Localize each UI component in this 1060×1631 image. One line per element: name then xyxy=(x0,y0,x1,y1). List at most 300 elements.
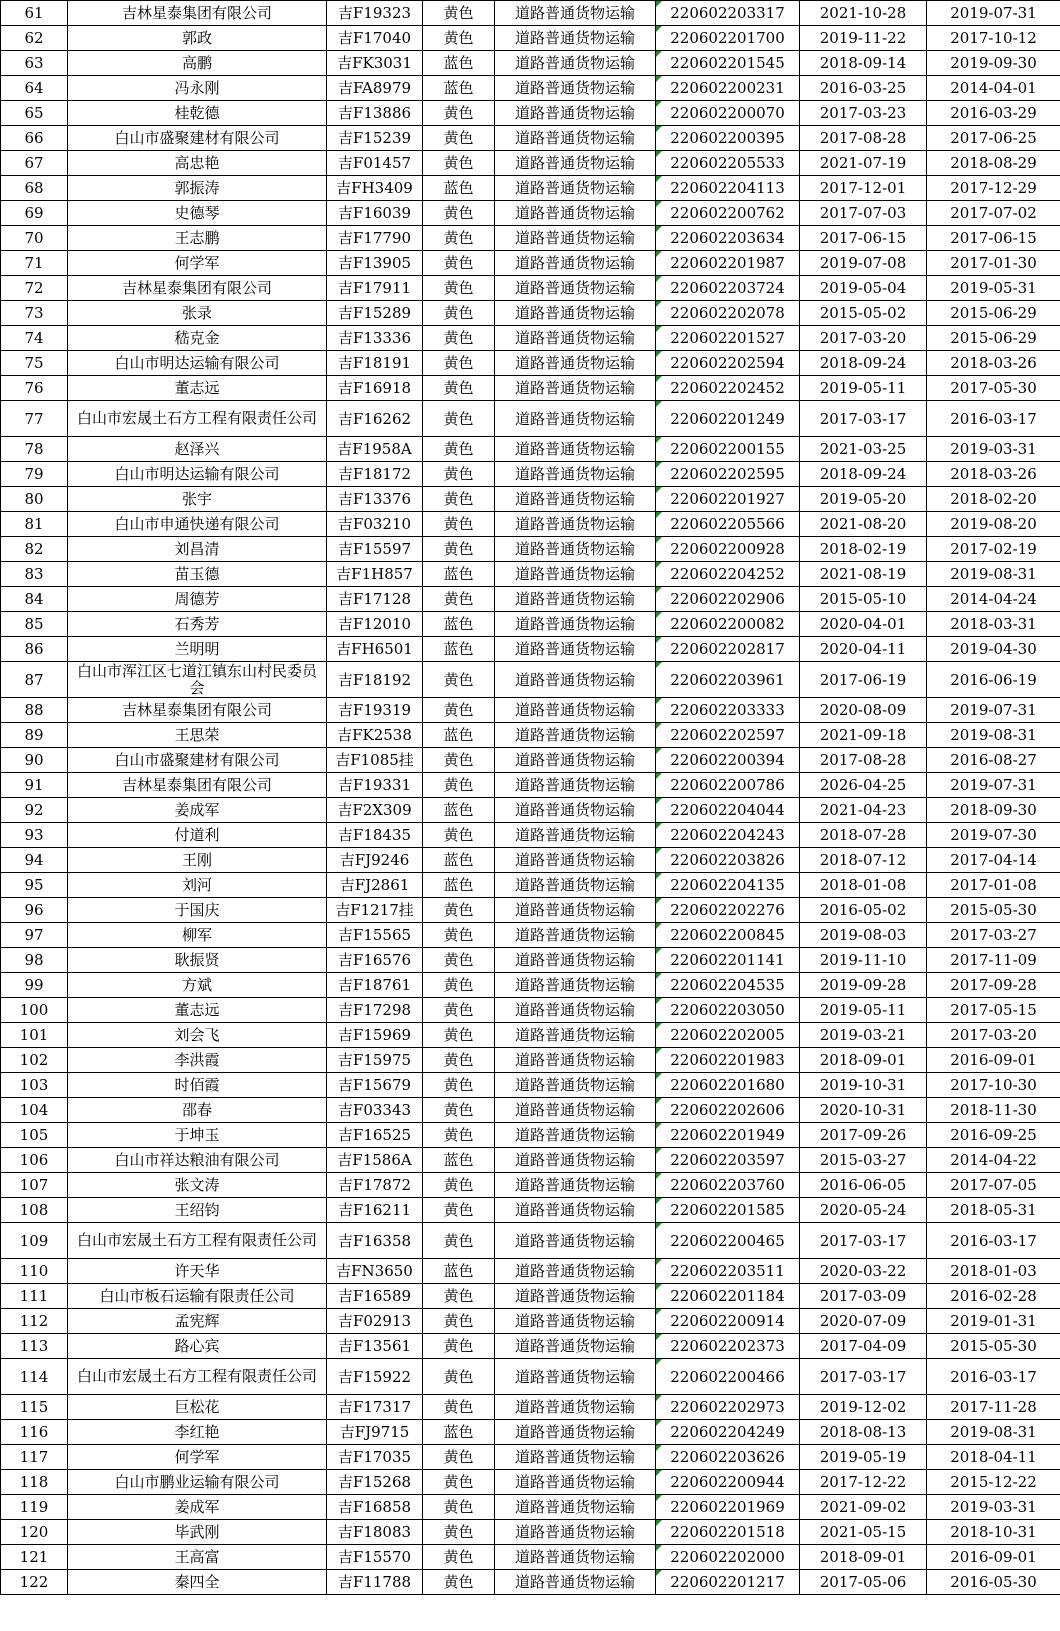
plate-number-cell: 吉F15570 xyxy=(327,1545,423,1570)
expiry-date-cell: 2018-07-12 xyxy=(800,848,927,873)
owner-cell: 王高富 xyxy=(68,1545,327,1570)
permit-number-cell: 220602203760 xyxy=(656,1173,800,1198)
table-row xyxy=(1,1259,1060,1284)
plate-color-cell: 蓝色 xyxy=(423,51,495,76)
table-row xyxy=(1,1570,1060,1595)
permit-number-cell: 220602202595 xyxy=(656,462,800,487)
expiry-date-cell: 2015-05-02 xyxy=(800,301,927,326)
plate-number-cell: 吉F15565 xyxy=(327,923,423,948)
plate-number-cell: 吉F2X309 xyxy=(327,798,423,823)
issue-date-cell: 2015-05-30 xyxy=(927,1334,1060,1359)
plate-number-cell: 吉FJ9246 xyxy=(327,848,423,873)
row-number-cell: 119 xyxy=(1,1495,68,1520)
row-number-cell: 70 xyxy=(1,226,68,251)
table-row xyxy=(1,1445,1060,1470)
owner-cell: 董志远 xyxy=(68,376,327,401)
issue-date-cell: 2019-03-31 xyxy=(927,1495,1060,1520)
row-number-cell: 112 xyxy=(1,1309,68,1334)
owner-cell: 石秀芳 xyxy=(68,612,327,637)
issue-date-cell: 2019-09-30 xyxy=(927,51,1060,76)
owner-cell: 王志鹏 xyxy=(68,226,327,251)
business-scope-cell: 道路普通货物运输 xyxy=(495,637,656,662)
issue-date-cell: 2017-01-30 xyxy=(927,251,1060,276)
business-scope-cell: 道路普通货物运输 xyxy=(495,1359,656,1395)
plate-number-cell: 吉F13376 xyxy=(327,487,423,512)
permit-number-cell: 220602202373 xyxy=(656,1334,800,1359)
issue-date-cell: 2017-03-20 xyxy=(927,1023,1060,1048)
plate-color-cell: 黄色 xyxy=(423,487,495,512)
owner-cell: 白山市明达运输有限公司 xyxy=(68,351,327,376)
owner-cell: 方斌 xyxy=(68,973,327,998)
owner-cell: 邵春 xyxy=(68,1098,327,1123)
plate-color-cell: 蓝色 xyxy=(423,873,495,898)
plate-number-cell: 吉F17872 xyxy=(327,1173,423,1198)
plate-number-cell: 吉FA8979 xyxy=(327,76,423,101)
plate-color-cell: 黄色 xyxy=(423,923,495,948)
business-scope-cell: 道路普通货物运输 xyxy=(495,612,656,637)
expiry-date-cell: 2017-03-17 xyxy=(800,1223,927,1259)
owner-cell: 嵇克金 xyxy=(68,326,327,351)
expiry-date-cell: 2017-03-20 xyxy=(800,326,927,351)
row-number-cell: 118 xyxy=(1,1470,68,1495)
row-number-cell: 62 xyxy=(1,26,68,51)
business-scope-cell: 道路普通货物运输 xyxy=(495,1148,656,1173)
plate-color-cell: 黄色 xyxy=(423,1395,495,1420)
expiry-date-cell: 2026-04-25 xyxy=(800,773,927,798)
business-scope-cell: 道路普通货物运输 xyxy=(495,301,656,326)
owner-cell: 秦四全 xyxy=(68,1570,327,1595)
permit-number-cell: 220602204135 xyxy=(656,873,800,898)
plate-color-cell: 黄色 xyxy=(423,1520,495,1545)
row-number-cell: 107 xyxy=(1,1173,68,1198)
permit-number-cell: 220602204535 xyxy=(656,973,800,998)
row-number-cell: 92 xyxy=(1,798,68,823)
expiry-date-cell: 2016-06-05 xyxy=(800,1173,927,1198)
plate-color-cell: 黄色 xyxy=(423,101,495,126)
permit-number-cell: 220602201518 xyxy=(656,1520,800,1545)
business-scope-cell: 道路普通货物运输 xyxy=(495,1420,656,1445)
plate-number-cell: 吉F13336 xyxy=(327,326,423,351)
issue-date-cell: 2014-04-01 xyxy=(927,76,1060,101)
table-row xyxy=(1,798,1060,823)
plate-color-cell: 黄色 xyxy=(423,898,495,923)
issue-date-cell: 2017-11-28 xyxy=(927,1395,1060,1420)
table-row xyxy=(1,51,1060,76)
owner-cell: 付道利 xyxy=(68,823,327,848)
table-row xyxy=(1,1223,1060,1259)
table-row xyxy=(1,351,1060,376)
issue-date-cell: 2017-10-30 xyxy=(927,1073,1060,1098)
table-row xyxy=(1,898,1060,923)
permit-number-cell: 220602200762 xyxy=(656,201,800,226)
permit-number-cell: 220602200786 xyxy=(656,773,800,798)
issue-date-cell: 2016-09-01 xyxy=(927,1048,1060,1073)
plate-color-cell: 蓝色 xyxy=(423,612,495,637)
issue-date-cell: 2016-09-01 xyxy=(927,1545,1060,1570)
owner-cell: 苗玉德 xyxy=(68,562,327,587)
business-scope-cell: 道路普通货物运输 xyxy=(495,76,656,101)
owner-cell: 冯永刚 xyxy=(68,76,327,101)
owner-cell: 桂乾德 xyxy=(68,101,327,126)
issue-date-cell: 2018-09-30 xyxy=(927,798,1060,823)
issue-date-cell: 2017-05-15 xyxy=(927,998,1060,1023)
row-number-cell: 79 xyxy=(1,462,68,487)
plate-color-cell: 黄色 xyxy=(423,462,495,487)
expiry-date-cell: 2017-04-09 xyxy=(800,1334,927,1359)
issue-date-cell: 2018-11-30 xyxy=(927,1098,1060,1123)
permit-number-cell: 220602201184 xyxy=(656,1284,800,1309)
expiry-date-cell: 2017-09-26 xyxy=(800,1123,927,1148)
plate-number-cell: 吉F18172 xyxy=(327,462,423,487)
issue-date-cell: 2019-07-30 xyxy=(927,823,1060,848)
expiry-date-cell: 2019-05-20 xyxy=(800,487,927,512)
owner-cell: 巨松花 xyxy=(68,1395,327,1420)
row-number-cell: 83 xyxy=(1,562,68,587)
permit-number-cell: 220602205566 xyxy=(656,512,800,537)
table-row xyxy=(1,1148,1060,1173)
business-scope-cell: 道路普通货物运输 xyxy=(495,823,656,848)
table-row xyxy=(1,401,1060,437)
owner-cell: 周德芳 xyxy=(68,587,327,612)
plate-color-cell: 黄色 xyxy=(423,948,495,973)
row-number-cell: 76 xyxy=(1,376,68,401)
plate-number-cell: 吉F13561 xyxy=(327,1334,423,1359)
expiry-date-cell: 2018-07-28 xyxy=(800,823,927,848)
business-scope-cell: 道路普通货物运输 xyxy=(495,723,656,748)
expiry-date-cell: 2021-08-19 xyxy=(800,562,927,587)
permit-number-cell: 220602200944 xyxy=(656,1470,800,1495)
expiry-date-cell: 2019-11-10 xyxy=(800,948,927,973)
issue-date-cell: 2018-10-31 xyxy=(927,1520,1060,1545)
expiry-date-cell: 2020-04-01 xyxy=(800,612,927,637)
owner-cell: 高忠艳 xyxy=(68,151,327,176)
plate-number-cell: 吉F11788 xyxy=(327,1570,423,1595)
plate-color-cell: 黄色 xyxy=(423,823,495,848)
plate-color-cell: 黄色 xyxy=(423,126,495,151)
expiry-date-cell: 2015-03-27 xyxy=(800,1148,927,1173)
plate-color-cell: 黄色 xyxy=(423,662,495,698)
row-number-cell: 97 xyxy=(1,923,68,948)
owner-cell: 吉林星泰集团有限公司 xyxy=(68,698,327,723)
owner-cell: 耿振贤 xyxy=(68,948,327,973)
expiry-date-cell: 2019-10-31 xyxy=(800,1073,927,1098)
table-row xyxy=(1,662,1060,698)
table-row xyxy=(1,1048,1060,1073)
table-row xyxy=(1,376,1060,401)
plate-number-cell: 吉F16525 xyxy=(327,1123,423,1148)
plate-color-cell: 蓝色 xyxy=(423,848,495,873)
owner-cell: 白山市浑江区七道江镇东山村民委员会 xyxy=(68,662,327,698)
owner-cell: 许天华 xyxy=(68,1259,327,1284)
owner-cell: 白山市板石运输有限责任公司 xyxy=(68,1284,327,1309)
plate-number-cell: 吉FJ9715 xyxy=(327,1420,423,1445)
business-scope-cell: 道路普通货物运输 xyxy=(495,1223,656,1259)
owner-cell: 路心宾 xyxy=(68,1334,327,1359)
owner-cell: 李洪霞 xyxy=(68,1048,327,1073)
plate-color-cell: 黄色 xyxy=(423,512,495,537)
table-row xyxy=(1,1123,1060,1148)
row-number-cell: 88 xyxy=(1,698,68,723)
permit-number-cell: 220602202606 xyxy=(656,1098,800,1123)
plate-number-cell: 吉F13905 xyxy=(327,251,423,276)
issue-date-cell: 2014-04-22 xyxy=(927,1148,1060,1173)
owner-cell: 何学军 xyxy=(68,251,327,276)
table-row xyxy=(1,126,1060,151)
issue-date-cell: 2019-01-31 xyxy=(927,1309,1060,1334)
row-number-cell: 117 xyxy=(1,1445,68,1470)
plate-color-cell: 黄色 xyxy=(423,773,495,798)
permit-number-cell: 220602202817 xyxy=(656,637,800,662)
expiry-date-cell: 2017-03-17 xyxy=(800,1359,927,1395)
expiry-date-cell: 2020-08-09 xyxy=(800,698,927,723)
permit-number-cell: 220602201545 xyxy=(656,51,800,76)
plate-number-cell: 吉F1958A xyxy=(327,437,423,462)
permit-number-cell: 220602202276 xyxy=(656,898,800,923)
plate-color-cell: 黄色 xyxy=(423,973,495,998)
plate-number-cell: 吉FH6501 xyxy=(327,637,423,662)
plate-number-cell: 吉F17911 xyxy=(327,276,423,301)
row-number-cell: 66 xyxy=(1,126,68,151)
row-number-cell: 75 xyxy=(1,351,68,376)
owner-cell: 兰明明 xyxy=(68,637,327,662)
plate-number-cell: 吉F15922 xyxy=(327,1359,423,1395)
business-scope-cell: 道路普通货物运输 xyxy=(495,1545,656,1570)
owner-cell: 董志远 xyxy=(68,998,327,1023)
plate-number-cell: 吉F18761 xyxy=(327,973,423,998)
owner-cell: 白山市鹏业运输有限公司 xyxy=(68,1470,327,1495)
plate-number-cell: 吉F18083 xyxy=(327,1520,423,1545)
row-number-cell: 98 xyxy=(1,948,68,973)
business-scope-cell: 道路普通货物运输 xyxy=(495,437,656,462)
business-scope-cell: 道路普通货物运输 xyxy=(495,773,656,798)
plate-color-cell: 黄色 xyxy=(423,1445,495,1470)
table-row xyxy=(1,251,1060,276)
permit-number-cell: 220602202452 xyxy=(656,376,800,401)
plate-color-cell: 黄色 xyxy=(423,437,495,462)
plate-color-cell: 黄色 xyxy=(423,26,495,51)
expiry-date-cell: 2018-02-19 xyxy=(800,537,927,562)
plate-color-cell: 黄色 xyxy=(423,1048,495,1073)
permit-number-cell: 220602205533 xyxy=(656,151,800,176)
expiry-date-cell: 2019-09-28 xyxy=(800,973,927,998)
row-number-cell: 77 xyxy=(1,401,68,437)
expiry-date-cell: 2018-09-01 xyxy=(800,1545,927,1570)
business-scope-cell: 道路普通货物运输 xyxy=(495,512,656,537)
row-number-cell: 93 xyxy=(1,823,68,848)
plate-number-cell: 吉F03343 xyxy=(327,1098,423,1123)
plate-color-cell: 黄色 xyxy=(423,276,495,301)
plate-color-cell: 黄色 xyxy=(423,748,495,773)
issue-date-cell: 2017-06-25 xyxy=(927,126,1060,151)
plate-color-cell: 黄色 xyxy=(423,1495,495,1520)
plate-number-cell: 吉F16262 xyxy=(327,401,423,437)
expiry-date-cell: 2017-03-23 xyxy=(800,101,927,126)
row-number-cell: 87 xyxy=(1,662,68,698)
permit-number-cell: 220602204113 xyxy=(656,176,800,201)
permit-number-cell: 220602203317 xyxy=(656,1,800,26)
permit-number-cell: 220602201585 xyxy=(656,1198,800,1223)
permit-number-cell: 220602201680 xyxy=(656,1073,800,1098)
table-row xyxy=(1,487,1060,512)
plate-color-cell: 蓝色 xyxy=(423,562,495,587)
owner-cell: 张宇 xyxy=(68,487,327,512)
expiry-date-cell: 2019-05-04 xyxy=(800,276,927,301)
row-number-cell: 67 xyxy=(1,151,68,176)
business-scope-cell: 道路普通货物运输 xyxy=(495,537,656,562)
plate-color-cell: 黄色 xyxy=(423,1309,495,1334)
plate-number-cell: 吉F18191 xyxy=(327,351,423,376)
permit-number-cell: 220602203826 xyxy=(656,848,800,873)
expiry-date-cell: 2019-05-19 xyxy=(800,1445,927,1470)
permit-number-cell: 220602203961 xyxy=(656,662,800,698)
plate-number-cell: 吉F1H857 xyxy=(327,562,423,587)
owner-cell: 孟宪辉 xyxy=(68,1309,327,1334)
row-number-cell: 78 xyxy=(1,437,68,462)
expiry-date-cell: 2021-10-28 xyxy=(800,1,927,26)
expiry-date-cell: 2021-09-02 xyxy=(800,1495,927,1520)
table-row xyxy=(1,301,1060,326)
business-scope-cell: 道路普通货物运输 xyxy=(495,1198,656,1223)
plate-color-cell: 蓝色 xyxy=(423,76,495,101)
issue-date-cell: 2018-02-20 xyxy=(927,487,1060,512)
issue-date-cell: 2016-08-27 xyxy=(927,748,1060,773)
issue-date-cell: 2017-04-14 xyxy=(927,848,1060,873)
table-row xyxy=(1,1173,1060,1198)
permit-number-cell: 220602202973 xyxy=(656,1395,800,1420)
owner-cell: 吉林星泰集团有限公司 xyxy=(68,1,327,26)
business-scope-cell: 道路普通货物运输 xyxy=(495,698,656,723)
permit-number-cell: 220602204249 xyxy=(656,1420,800,1445)
plate-color-cell: 黄色 xyxy=(423,587,495,612)
business-scope-cell: 道路普通货物运输 xyxy=(495,151,656,176)
row-number-cell: 65 xyxy=(1,101,68,126)
plate-number-cell: 吉F15975 xyxy=(327,1048,423,1073)
issue-date-cell: 2019-08-31 xyxy=(927,1420,1060,1445)
issue-date-cell: 2015-12-22 xyxy=(927,1470,1060,1495)
table-row xyxy=(1,1470,1060,1495)
permit-number-cell: 220602203597 xyxy=(656,1148,800,1173)
row-number-cell: 72 xyxy=(1,276,68,301)
plate-number-cell: 吉FK3031 xyxy=(327,51,423,76)
permit-number-cell: 220602201969 xyxy=(656,1495,800,1520)
business-scope-cell: 道路普通货物运输 xyxy=(495,1309,656,1334)
row-number-cell: 110 xyxy=(1,1259,68,1284)
issue-date-cell: 2018-01-03 xyxy=(927,1259,1060,1284)
row-number-cell: 82 xyxy=(1,537,68,562)
issue-date-cell: 2017-09-28 xyxy=(927,973,1060,998)
table-row xyxy=(1,1098,1060,1123)
table-row xyxy=(1,637,1060,662)
issue-date-cell: 2017-01-08 xyxy=(927,873,1060,898)
plate-color-cell: 黄色 xyxy=(423,401,495,437)
plate-number-cell: 吉F17790 xyxy=(327,226,423,251)
issue-date-cell: 2017-02-19 xyxy=(927,537,1060,562)
business-scope-cell: 道路普通货物运输 xyxy=(495,562,656,587)
table-row xyxy=(1,462,1060,487)
business-scope-cell: 道路普通货物运输 xyxy=(495,126,656,151)
plate-number-cell: 吉F16589 xyxy=(327,1284,423,1309)
plate-number-cell: 吉F18192 xyxy=(327,662,423,698)
owner-cell: 郭政 xyxy=(68,26,327,51)
plate-number-cell: 吉F01457 xyxy=(327,151,423,176)
plate-number-cell: 吉F16918 xyxy=(327,376,423,401)
plate-color-cell: 黄色 xyxy=(423,376,495,401)
plate-number-cell: 吉F16576 xyxy=(327,948,423,973)
plate-number-cell: 吉FN3650 xyxy=(327,1259,423,1284)
business-scope-cell: 道路普通货物运输 xyxy=(495,662,656,698)
row-number-cell: 115 xyxy=(1,1395,68,1420)
business-scope-cell: 道路普通货物运输 xyxy=(495,376,656,401)
expiry-date-cell: 2017-08-28 xyxy=(800,748,927,773)
issue-date-cell: 2016-09-25 xyxy=(927,1123,1060,1148)
issue-date-cell: 2018-03-26 xyxy=(927,351,1060,376)
issue-date-cell: 2019-03-31 xyxy=(927,437,1060,462)
plate-color-cell: 蓝色 xyxy=(423,798,495,823)
row-number-cell: 121 xyxy=(1,1545,68,1570)
plate-color-cell: 黄色 xyxy=(423,1470,495,1495)
permit-number-cell: 220602201249 xyxy=(656,401,800,437)
issue-date-cell: 2016-03-17 xyxy=(927,1223,1060,1259)
issue-date-cell: 2017-05-30 xyxy=(927,376,1060,401)
expiry-date-cell: 2018-09-24 xyxy=(800,351,927,376)
plate-color-cell: 黄色 xyxy=(423,698,495,723)
owner-cell: 刘昌清 xyxy=(68,537,327,562)
plate-color-cell: 黄色 xyxy=(423,1098,495,1123)
table-row xyxy=(1,1198,1060,1223)
business-scope-cell: 道路普通货物运输 xyxy=(495,973,656,998)
table-row xyxy=(1,612,1060,637)
owner-cell: 姜成军 xyxy=(68,1495,327,1520)
table-row xyxy=(1,1073,1060,1098)
expiry-date-cell: 2017-03-09 xyxy=(800,1284,927,1309)
owner-cell: 白山市申通快递有限公司 xyxy=(68,512,327,537)
plate-number-cell: 吉F16858 xyxy=(327,1495,423,1520)
row-number-cell: 86 xyxy=(1,637,68,662)
permit-number-cell: 220602203333 xyxy=(656,698,800,723)
row-number-cell: 81 xyxy=(1,512,68,537)
expiry-date-cell: 2020-07-09 xyxy=(800,1309,927,1334)
expiry-date-cell: 2017-12-01 xyxy=(800,176,927,201)
issue-date-cell: 2019-04-30 xyxy=(927,637,1060,662)
row-number-cell: 116 xyxy=(1,1420,68,1445)
business-scope-cell: 道路普通货物运输 xyxy=(495,326,656,351)
business-scope-cell: 道路普通货物运输 xyxy=(495,26,656,51)
plate-color-cell: 黄色 xyxy=(423,1570,495,1595)
owner-cell: 白山市宏晟土石方工程有限责任公司 xyxy=(68,1223,327,1259)
plate-color-cell: 黄色 xyxy=(423,1073,495,1098)
plate-number-cell: 吉F15289 xyxy=(327,301,423,326)
row-number-cell: 122 xyxy=(1,1570,68,1595)
permit-number-cell: 220602201527 xyxy=(656,326,800,351)
business-scope-cell: 道路普通货物运输 xyxy=(495,1495,656,1520)
plate-number-cell: 吉F19323 xyxy=(327,1,423,26)
business-scope-cell: 道路普通货物运输 xyxy=(495,487,656,512)
business-scope-cell: 道路普通货物运输 xyxy=(495,1284,656,1309)
owner-cell: 白山市明达运输有限公司 xyxy=(68,462,327,487)
plate-number-cell: 吉F15268 xyxy=(327,1470,423,1495)
plate-color-cell: 黄色 xyxy=(423,1359,495,1395)
owner-cell: 时佰霞 xyxy=(68,1073,327,1098)
expiry-date-cell: 2015-05-10 xyxy=(800,587,927,612)
expiry-date-cell: 2017-08-28 xyxy=(800,126,927,151)
permit-number-cell: 220602200395 xyxy=(656,126,800,151)
expiry-date-cell: 2021-08-20 xyxy=(800,512,927,537)
expiry-date-cell: 2021-05-15 xyxy=(800,1520,927,1545)
plate-number-cell: 吉F17128 xyxy=(327,587,423,612)
plate-number-cell: 吉F18435 xyxy=(327,823,423,848)
permit-number-cell: 220602200082 xyxy=(656,612,800,637)
permit-number-cell: 220602200914 xyxy=(656,1309,800,1334)
